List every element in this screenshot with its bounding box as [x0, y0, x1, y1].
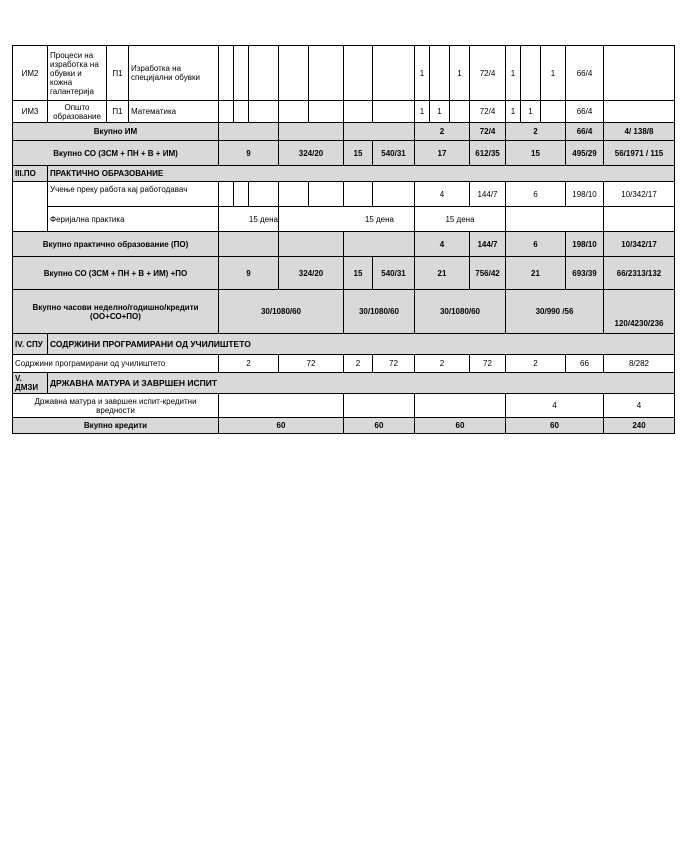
table-row-internship [13, 207, 675, 232]
section-code: IV. СПУ [13, 334, 48, 355]
cell-empty [373, 101, 415, 123]
year4-total: 693/39 [566, 257, 604, 290]
year4-total: 66/4 [566, 101, 604, 123]
row-module: Изработка на специјални обувки [129, 46, 219, 101]
table-row-credits [13, 418, 675, 434]
row-subject: Општо образование [48, 101, 107, 123]
year3-total: 72/4 [470, 123, 506, 141]
row-module: Математика [129, 101, 219, 123]
table-row-total-im [13, 123, 675, 141]
year4-total: 66/4 [566, 46, 604, 101]
year4-value: 4 [506, 394, 604, 418]
year3-value: 1 [415, 46, 430, 101]
year1-hours: 9 [219, 257, 279, 290]
cell-empty [279, 101, 309, 123]
year1-hours: 9 [219, 141, 279, 166]
cell-empty [506, 207, 604, 232]
year1-total: 72 [279, 355, 344, 373]
table-row-im3 [13, 101, 675, 123]
year3-internship: 15 дена [415, 207, 506, 232]
cell-empty [344, 394, 415, 418]
section-title: СОДРЖИНИ ПРОГРАМИРАНИ ОД УЧИЛИШТЕТО [48, 334, 675, 355]
year4-value: 1 [506, 101, 521, 123]
year3-hours: 4 [415, 232, 470, 257]
cell-empty [344, 101, 373, 123]
row-label: Феријална практика [48, 207, 219, 232]
cell-empty [219, 46, 234, 101]
cell-empty [219, 101, 234, 123]
year4-value: 1 [506, 46, 521, 101]
section-code: V. ДМЗИ [13, 373, 48, 394]
cell-empty [219, 123, 279, 141]
year2-hours: 15 [344, 257, 373, 290]
cell-empty [234, 101, 249, 123]
section-header-dmzi [13, 373, 675, 394]
year3-total: 144/7 [470, 232, 506, 257]
table-row-total-hours [13, 290, 675, 334]
table-row-total-so-po [13, 257, 675, 290]
cell-empty [309, 101, 344, 123]
year1-total: 30/1080/60 [219, 290, 344, 334]
year4-hours: 2 [506, 355, 566, 373]
grand-total: 56/1971 / 115 [604, 141, 675, 166]
year1-internship: 15 дена [219, 207, 279, 232]
year2-hours: 15 [344, 141, 373, 166]
grand-total: 8/282 [604, 355, 675, 373]
year4-credits: 60 [506, 418, 604, 434]
year2-total: 540/31 [373, 141, 415, 166]
year1-total: 324/20 [279, 257, 344, 290]
year3-total: 72/4 [470, 101, 506, 123]
cell-empty [249, 46, 279, 101]
cell-empty [344, 46, 373, 101]
row-subject: Процеси на изработка на обувки и кожна галантерија [48, 46, 107, 101]
curriculum-table [12, 45, 675, 434]
cell-empty [373, 46, 415, 101]
year3-total: 756/42 [470, 257, 506, 290]
year3-total: 72/4 [470, 46, 506, 101]
year4-total: 198/10 [566, 232, 604, 257]
section-code: III.ПО [13, 166, 48, 182]
year4-hours: 15 [506, 141, 566, 166]
cell-empty [373, 182, 415, 207]
cell-empty [450, 101, 470, 123]
grand-total: 4 [604, 394, 675, 418]
year3-value: 1 [450, 46, 470, 101]
cell-empty [344, 232, 415, 257]
year3-value: 1 [415, 101, 430, 123]
year4-total: 198/10 [566, 182, 604, 207]
row-label: Вкупно СО (ЗСМ + ПН + В + ИМ) [13, 141, 219, 166]
row-label: Вкупно кредити [13, 418, 219, 434]
year3-credits: 60 [415, 418, 506, 434]
cell-empty [219, 394, 344, 418]
cell-empty [13, 182, 48, 232]
cell-empty [415, 394, 506, 418]
year1-hours: 2 [219, 355, 279, 373]
row-label: Содржини програмирани од училиштето [13, 355, 219, 373]
section-header-po [13, 166, 675, 182]
year4-total: 66/4 [566, 123, 604, 141]
cell-empty [219, 232, 279, 257]
year2-total: 30/1080/60 [344, 290, 415, 334]
section-title: ПРАКТИЧНО ОБРАЗОВАНИЕ [48, 166, 675, 182]
row-label: Вкупно ИМ [13, 123, 219, 141]
row-label: Државна матура и завршен испит-кредитни вредности [13, 394, 219, 418]
year1-credits: 60 [219, 418, 344, 434]
year3-total: 144/7 [470, 182, 506, 207]
row-label: Учење преку работа кај работодавач [48, 182, 219, 207]
grand-total: 66/2313/132 [604, 257, 675, 290]
cell-empty [309, 46, 344, 101]
row-code: ИМ2 [13, 46, 48, 101]
year4-total: 495/29 [566, 141, 604, 166]
grand-total: 240 [604, 418, 675, 434]
cell-empty [430, 46, 450, 101]
table-row-spu [13, 355, 675, 373]
cell-empty [309, 182, 344, 207]
year4-hours: 6 [506, 182, 566, 207]
section-header-spu [13, 334, 675, 355]
year2-total: 540/31 [373, 257, 415, 290]
year2-hours: 2 [344, 355, 373, 373]
grand-total: 10/342/17 [604, 182, 675, 207]
year3-hours: 4 [415, 182, 470, 207]
cell-empty [344, 182, 373, 207]
row-label: Вкупно часови неделно/годишно/кредити (ОО+СО+ПО) [13, 290, 219, 334]
year2-internship: 15 дена [279, 207, 415, 232]
cell-empty [604, 101, 675, 123]
year4-value: 1 [521, 101, 541, 123]
year1-total: 324/20 [279, 141, 344, 166]
year3-hours: 2 [415, 123, 470, 141]
row-type: П1 [107, 46, 129, 101]
grand-total: 120/4230/236 [604, 290, 675, 334]
year3-hours: 17 [415, 141, 470, 166]
grand-total: 4/ 138/8 [604, 123, 675, 141]
cell-empty [219, 182, 234, 207]
year3-value: 1 [430, 101, 450, 123]
cell-empty [521, 46, 541, 101]
section-title: ДРЖАВНА МАТУРА И ЗАВРШЕН ИСПИТ [48, 373, 675, 394]
year4-hours: 6 [506, 232, 566, 257]
cell-empty [604, 207, 675, 232]
year3-total: 612/35 [470, 141, 506, 166]
year3-hours: 21 [415, 257, 470, 290]
row-label: Вкупно СО (ЗСМ + ПН + В + ИМ) +ПО [13, 257, 219, 290]
cell-empty [234, 182, 249, 207]
table-row-learning [13, 182, 675, 207]
year2-total: 72 [373, 355, 415, 373]
year4-hours: 2 [506, 123, 566, 141]
year3-total: 30/1080/60 [415, 290, 506, 334]
table-row-total-so [13, 141, 675, 166]
year3-hours: 2 [415, 355, 470, 373]
table-row-matura [13, 394, 675, 418]
year4-total: 30/990 /56 [506, 290, 604, 334]
cell-empty [234, 46, 249, 101]
grand-total: 10/342/17 [604, 232, 675, 257]
year4-value: 1 [541, 46, 566, 101]
cell-empty [279, 232, 344, 257]
cell-empty [344, 123, 415, 141]
year3-total: 72 [470, 355, 506, 373]
row-code: ИМ3 [13, 101, 48, 123]
cell-empty [541, 101, 566, 123]
year2-credits: 60 [344, 418, 415, 434]
row-type: П1 [107, 101, 129, 123]
cell-empty [279, 182, 309, 207]
cell-empty [279, 46, 309, 101]
cell-empty [249, 101, 279, 123]
year4-hours: 21 [506, 257, 566, 290]
cell-empty [279, 123, 344, 141]
table-row-im2 [13, 46, 675, 101]
year4-total: 66 [566, 355, 604, 373]
table-row-total-po [13, 232, 675, 257]
cell-empty [604, 46, 675, 101]
row-label: Вкупно практично образование (ПО) [13, 232, 219, 257]
cell-empty [249, 182, 279, 207]
